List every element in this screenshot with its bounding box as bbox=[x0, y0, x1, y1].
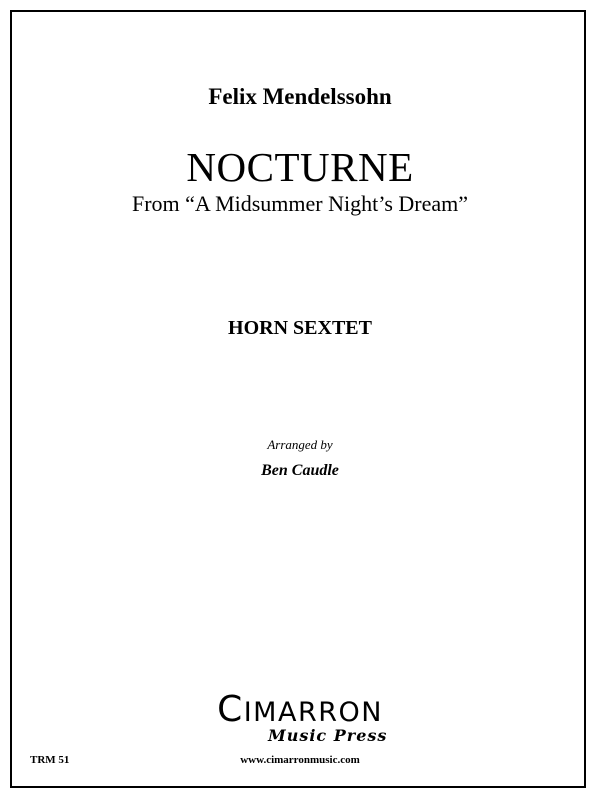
publisher-logo bbox=[0, 689, 600, 750]
arranged-by-label: Arranged by bbox=[267, 437, 333, 452]
arranger-name: Ben Caudle bbox=[261, 462, 339, 479]
instrumentation: HORN SEXTET bbox=[228, 317, 372, 339]
catalog-number: TRM 51 bbox=[30, 754, 70, 766]
composer-name: Felix Mendelssohn bbox=[208, 84, 392, 109]
piece-subtitle: From “A Midsummer Night’s Dream” bbox=[131, 191, 469, 216]
page-border bbox=[10, 10, 586, 788]
piece-title: NOCTURNE bbox=[186, 144, 414, 190]
publisher-logo-initial: C bbox=[217, 689, 244, 730]
publisher-logo-name bbox=[0, 689, 600, 730]
publisher-logo-subtitle: Music Press bbox=[268, 726, 388, 745]
publisher-logo-rest: IMARRON bbox=[243, 697, 383, 728]
publisher-website: www.cimarronmusic.com bbox=[240, 754, 360, 766]
